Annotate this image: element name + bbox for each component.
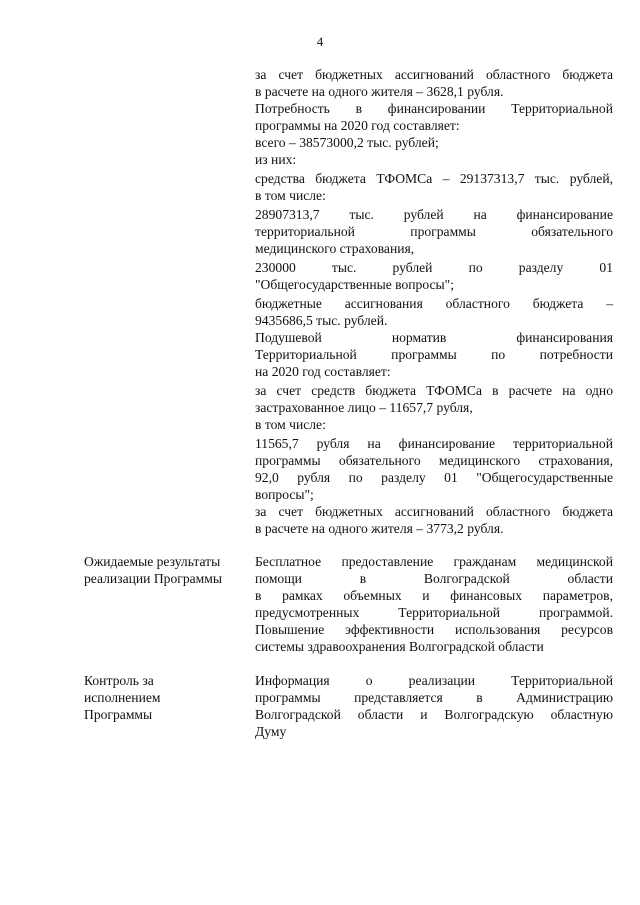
- text-line: в рамках объемных и финансовых параметров,: [255, 588, 613, 603]
- text-line: 11565,7 рубля на финансирование территориальной: [255, 436, 613, 451]
- text-line: 28907313,7 тыс. рублей на финансирование: [255, 207, 613, 222]
- text-line: средства бюджета ТФОМСа – 29137313,7 тыс. рублей,: [255, 171, 613, 186]
- text-line: Волгоградской области и Волгоградскую областную: [255, 707, 613, 722]
- section-label: Программы: [84, 707, 153, 722]
- text-line: бюджетные ассигнования областного бюджета –: [255, 296, 613, 311]
- text-line: застрахованное лицо – 11657,7 рубля,: [255, 400, 473, 415]
- text-line: системы здравоохранения Волгоградской области: [255, 639, 544, 654]
- text-line: Повышение эффективности использования ресурсов: [255, 622, 613, 637]
- text-line: Думу: [255, 724, 287, 739]
- text-line: за счет бюджетных ассигнований областного бюджета: [255, 504, 613, 519]
- text-line: предусмотренных Территориальной программой.: [255, 605, 613, 620]
- section-label: Ожидаемые результаты: [84, 554, 221, 569]
- text-line: из них:: [255, 152, 297, 167]
- text-line: Бесплатное предоставление гражданам медицинской: [255, 554, 613, 569]
- text-line: за счет средств бюджета ТФОМСа в расчете на одно: [255, 383, 613, 398]
- section-label: Контроль за: [84, 673, 154, 688]
- text-line: помощи в Волгоградской области: [255, 571, 613, 586]
- text-line: медицинского страхования,: [255, 241, 415, 256]
- text-line: программы обязательного медицинского страхования,: [255, 453, 613, 468]
- text-line: 92,0 рубля по разделу 01 "Общегосударственные: [255, 470, 613, 485]
- text-line: в том числе:: [255, 188, 326, 203]
- text-line: "Общегосударственные вопросы";: [255, 277, 454, 292]
- page-number: 4: [316, 34, 324, 49]
- text-line: Информация о реализации Территориальной: [255, 673, 613, 688]
- text-line: в расчете на одного жителя – 3628,1 рубля.: [255, 84, 504, 99]
- text-line: Территориальной программы по потребности: [255, 347, 613, 362]
- text-line: программы на 2020 год составляет:: [255, 118, 460, 133]
- section-label: исполнением: [84, 690, 161, 705]
- section-label: реализации Программы: [84, 571, 222, 586]
- text-line: Подушевой норматив финансирования: [255, 330, 613, 345]
- text-line: программы представляется в Администрацию: [255, 690, 613, 705]
- text-line: в расчете на одного жителя – 3773,2 рубля.: [255, 521, 504, 536]
- text-line: вопросы";: [255, 487, 314, 502]
- text-line: территориальной программы обязательного: [255, 224, 613, 239]
- text-line: в том числе:: [255, 417, 326, 432]
- text-line: за счет бюджетных ассигнований областного бюджета: [255, 67, 613, 82]
- text-line: на 2020 год составляет:: [255, 364, 391, 379]
- text-line: всего – 38573000,2 тыс. рублей;: [255, 135, 439, 150]
- text-line: 9435686,5 тыс. рублей.: [255, 313, 388, 328]
- text-line: Потребность в финансировании Территориальной: [255, 101, 613, 116]
- text-line: 230000 тыс. рублей по разделу 01: [255, 260, 613, 275]
